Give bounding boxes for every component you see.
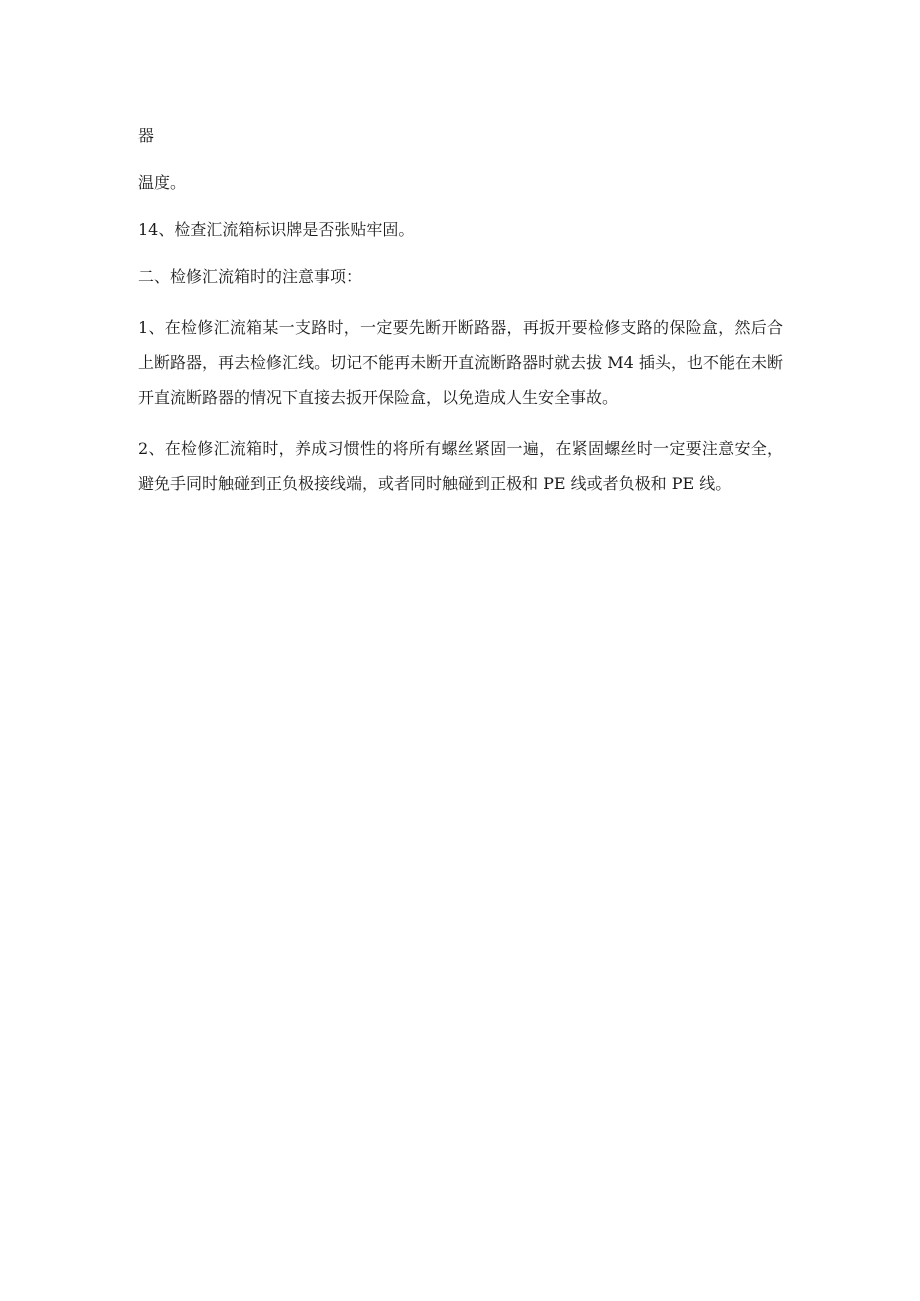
- text-line-fragment: 器: [138, 126, 155, 145]
- document-body: [138, 118, 783, 501]
- text-line-temperature: 温度。: [138, 173, 187, 192]
- item-14: 14、检查汇流箱标识牌是否张贴牢固。: [138, 220, 415, 239]
- precaution-paragraph-2: 2、在检修汇流箱时，养成习惯性的将所有螺丝紧固一遍，在紧固螺丝时一定要注意安全，避免手同时触碰到正负极接线端，或者同时触碰到正极和 PE 线或者负极和 PE 线。: [138, 439, 783, 493]
- section-heading-precautions: 二、检修汇流箱时的注意事项：: [138, 267, 363, 286]
- precaution-paragraph-1: 1、在检修汇流箱某一支路时，一定要先断开断路器，再扳开要检修支路的保险盒，然后合上断路器，再去检修汇线。切记不能再未断开直流断路器时就去拔 M4 插头，也不能在未断开直流断路器的情况下直接去扳开保险盒，以免造成人生安全事故。: [138, 318, 783, 407]
